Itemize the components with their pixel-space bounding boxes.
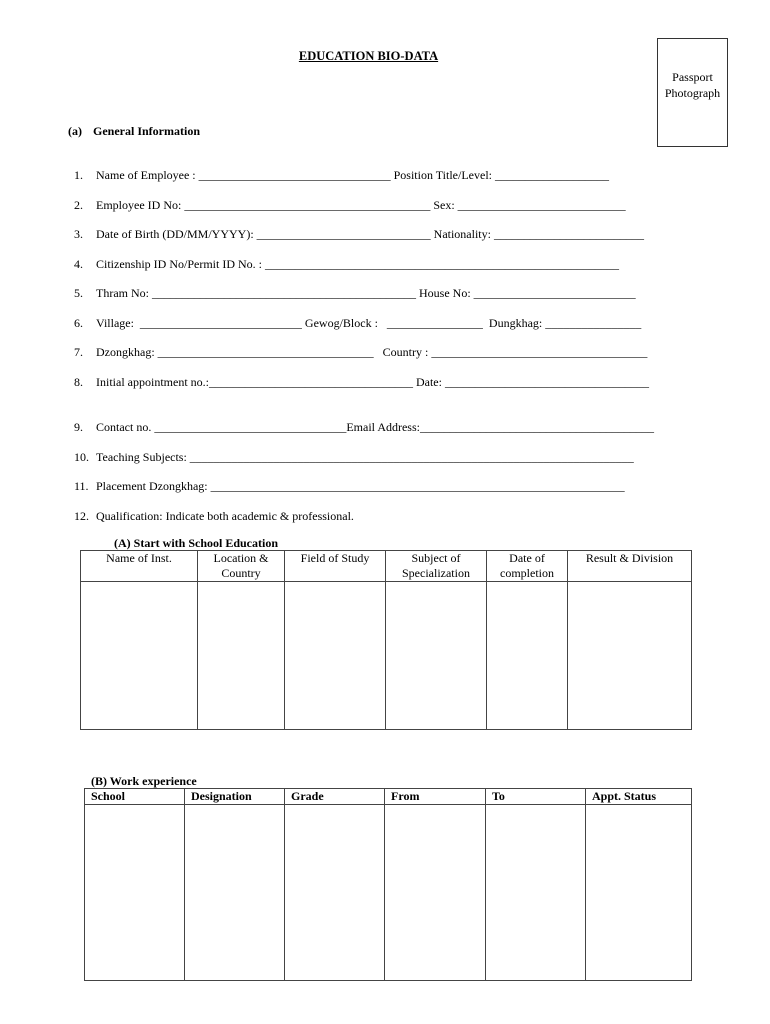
field-teaching-subjects[interactable] [68, 435, 634, 465]
passport-photo-box [657, 38, 728, 147]
column-header: Designation [185, 789, 285, 805]
column-header: Grade [285, 789, 385, 805]
field-name-position[interactable] [68, 153, 609, 183]
table-cell[interactable] [81, 582, 198, 730]
column-header: Field of Study [285, 551, 386, 582]
field-text: Qualification: Indicate both academic & professional. [96, 509, 354, 523]
field-dob-nationality[interactable] [68, 212, 644, 242]
field-number: 12. [74, 509, 89, 523]
section-title: General Information [93, 124, 200, 138]
column-header: Subject of Specialization [386, 551, 487, 582]
table-cell[interactable] [385, 805, 486, 981]
section-label: (a) [68, 124, 82, 138]
field-number: 11. [74, 479, 89, 493]
table-cell[interactable] [285, 805, 385, 981]
photo-box-label-1: Passport [672, 70, 713, 84]
field-appointment-date[interactable] [68, 360, 649, 390]
table-cell[interactable] [285, 582, 386, 730]
field-text: Teaching Subjects: __________________________________________________________________________ [96, 450, 634, 464]
field-number: 7. [74, 345, 83, 359]
field-number: 9. [74, 420, 83, 434]
field-text: Dzongkhag: ____________________________________ Country : ____________________________________ [96, 345, 648, 359]
column-header: Name of Inst. [81, 551, 198, 582]
column-header: Result & Division [568, 551, 692, 582]
field-number: 8. [74, 375, 83, 389]
field-text: Citizenship ID No/Permit ID No. : ___________________________________________________________ [96, 257, 619, 271]
document-title: EDUCATION BIO-DATA [298, 49, 439, 63]
field-number: 1. [74, 168, 83, 182]
table-cell[interactable] [568, 582, 692, 730]
work-header-row [85, 789, 692, 805]
education-table [80, 550, 692, 730]
education-header-row [81, 551, 692, 582]
table-cell[interactable] [198, 582, 285, 730]
field-contact-email[interactable] [68, 405, 654, 435]
field-number: 10. [74, 450, 89, 464]
table-cell[interactable] [386, 582, 487, 730]
work-section-title: (B) Work experience [91, 774, 197, 788]
education-section-title: (A) Start with School Education [114, 536, 279, 550]
field-text: Village: ___________________________ Gewog/Block : ________________ Dungkhag: ________________ [96, 316, 642, 330]
field-text: Employee ID No: _________________________________________ Sex: ____________________________ [96, 198, 626, 212]
table-row [85, 805, 692, 981]
field-text: Initial appointment no.:__________________________________ Date: __________________________________ [96, 375, 649, 389]
table-row [81, 582, 692, 730]
field-number: 4. [74, 257, 83, 271]
table-cell[interactable] [586, 805, 692, 981]
table-cell[interactable] [486, 805, 586, 981]
field-citizenship-id[interactable] [68, 242, 619, 272]
field-village-gewog-dungkhag[interactable] [68, 301, 641, 331]
field-dzongkhag-country[interactable] [68, 330, 647, 360]
field-text: Thram No: ____________________________________________ House No: ___________________________ [96, 286, 636, 300]
field-qualification [68, 494, 354, 524]
column-header: From [385, 789, 486, 805]
table-cell[interactable] [185, 805, 285, 981]
field-thram-house[interactable] [68, 271, 636, 301]
field-number: 5. [74, 286, 83, 300]
table-cell[interactable] [487, 582, 568, 730]
field-text: Contact no. ________________________________Email Address:_______________________________________ [96, 420, 654, 434]
section-general-information [68, 124, 200, 139]
work-experience-table [84, 788, 692, 981]
field-number: 2. [74, 198, 83, 212]
field-text: Name of Employee : ________________________________ Position Title/Level: ___________________ [96, 168, 609, 182]
column-header: School [85, 789, 185, 805]
field-placement-dzongkhag[interactable] [68, 464, 625, 494]
column-header: Appt. Status [586, 789, 692, 805]
field-text: Date of Birth (DD/MM/YYYY): _____________________________ Nationality: _________________________ [96, 227, 644, 241]
column-header: Date of completion [487, 551, 568, 582]
field-employee-id-sex[interactable] [68, 183, 626, 213]
field-number: 6. [74, 316, 83, 330]
column-header: Location & Country [198, 551, 285, 582]
table-cell[interactable] [85, 805, 185, 981]
field-text: Placement Dzongkhag: _____________________________________________________________________ [96, 479, 625, 493]
field-number: 3. [74, 227, 83, 241]
photo-box-label-2: Photograph [664, 86, 721, 100]
column-header: To [486, 789, 586, 805]
